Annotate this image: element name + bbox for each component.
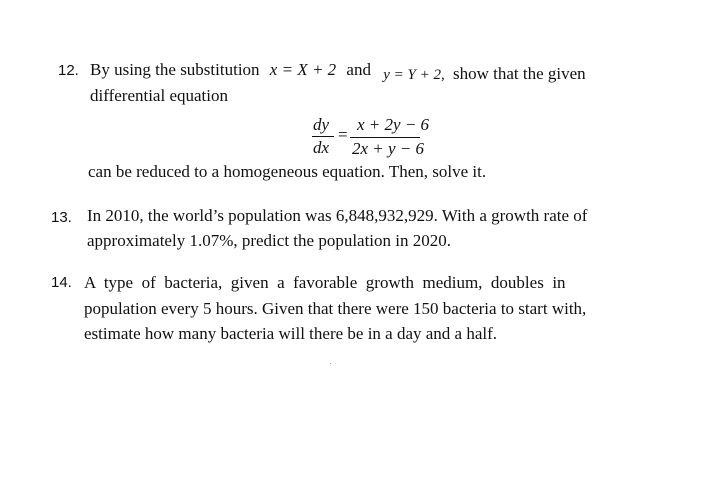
problem-13-line-2: approximately 1.07%, predict the population in 2020. (87, 231, 452, 250)
equation-equals-sign: = (338, 125, 348, 144)
equation-lhs-denominator: dx (313, 138, 330, 157)
equation-rhs-numerator: x + 2y − 6 (357, 115, 430, 134)
problem-14-line-1: A type of bacteria, given a favorable growth medium, doubles in (84, 273, 566, 292)
equation-lhs-fraction-bar (312, 136, 334, 137)
problem-13-number: 13. (51, 209, 72, 226)
problem-14-number: 14. (51, 274, 72, 291)
problem-13-line-1: In 2010, the world’s population was 6,848,932,929. With a growth rate of (87, 206, 588, 225)
problem-12-text-before: By using the substitution (90, 60, 260, 79)
problem-12-line-3: can be reduced to a homogeneous equation. Then, solve it. (88, 162, 487, 181)
substitution-y: y = Y + 2, (383, 67, 445, 83)
problem-14-line-2: population every 5 hours. Given that there were 150 bacteria to start with, (84, 299, 587, 318)
problem-12-line-1 (90, 60, 586, 81)
problem-14-line-3: estimate how many bacteria will there be in a day and a half. (84, 324, 498, 343)
equation-rhs-denominator: 2x + y − 6 (352, 139, 425, 158)
and-word: and (346, 60, 371, 79)
scan-speck (330, 363, 331, 364)
equation-rhs-fraction-bar (350, 137, 420, 138)
problem-12-text-after: show that the given (452, 64, 586, 83)
substitution-x: x = X + 2 (269, 60, 337, 79)
problem-12-line-2: differential equation (90, 86, 228, 105)
equation-lhs-numerator: dy (313, 115, 330, 134)
problem-12-number: 12. (58, 62, 79, 79)
